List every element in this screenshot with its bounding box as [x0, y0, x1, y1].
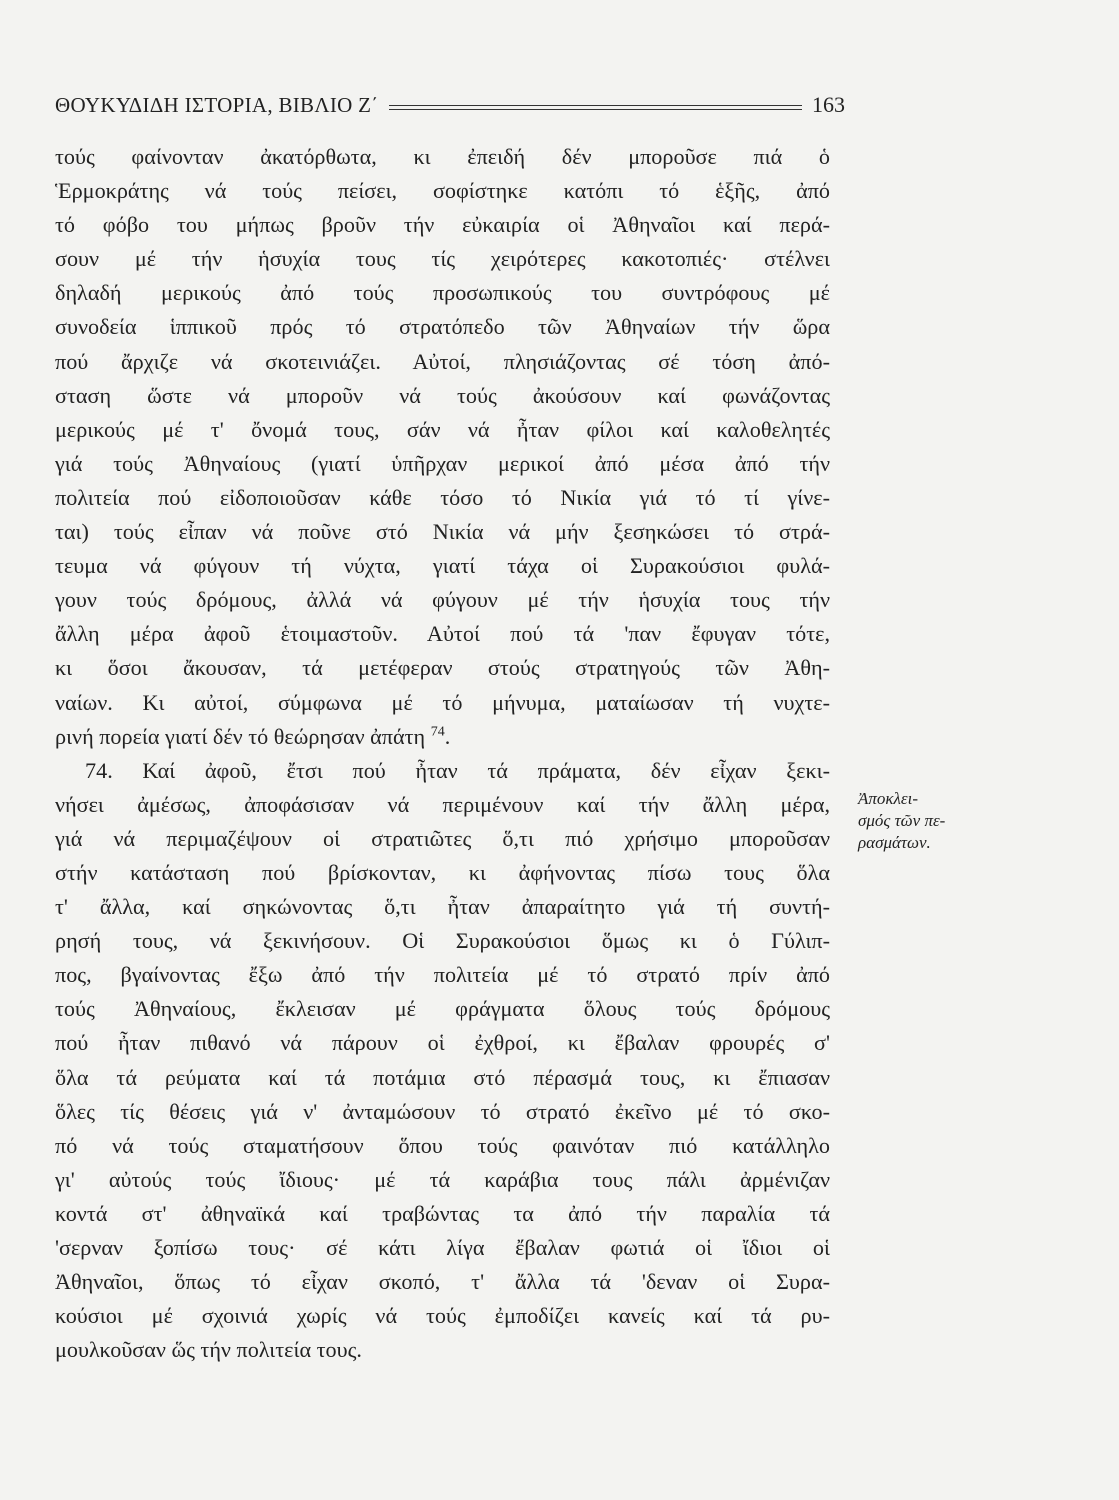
header-rule: [389, 105, 802, 110]
text-line: γιά τούς Ἀθηναίους (γιατί ὑπῆρχαν μερικοί ἀπό μέσα ἀπό τήν: [55, 450, 830, 476]
running-header: [55, 84, 845, 118]
text-line: ἄλλη μέρα ἀφοῦ ἑτοιμαστοῦν. Αὐτοί πού τά 'παν ἔφυγαν τότε,: [55, 621, 830, 647]
text-line: κι ὅσοι ἄκουσαν, τά μετέφεραν στούς στρατηγούς τῶν Ἀθη-: [55, 655, 830, 681]
text-line-content: ρινή πορεία γιατί δέν τό θεώρησαν ἀπάτη: [55, 723, 426, 749]
text-line: ναίων. Κι αὐτοί, σύμφωνα μέ τό μήνυμα, ματαίωσαν τή νυχτε-: [55, 689, 830, 715]
text-line: συνοδεία ἱππικοῦ πρός τό στρατόπεδο τῶν Ἀθηναίων τήν ὥρα: [55, 314, 830, 340]
text-line: τούς φαίνονταν ἀκατόρθωτα, κι ἐπειδή δέν μποροῦσε πιά ὁ: [55, 144, 830, 169]
text-line: 'σερναν ξοπίσω τους· σέ κάτι λίγα ἔβαλαν φωτιά οἱ ἴδιοι οἱ: [55, 1235, 830, 1260]
text-line: μερικούς μέ τ' ὄνομά τους, σάν νά ἦταν φίλοι καί καλοθελητές: [55, 416, 830, 442]
text-line: πού ἄρχιζε νά σκοτεινιάζει. Αὐτοί, πλησιάζοντας σέ τόση ἀπό-: [55, 348, 830, 374]
text-line: ὅλα τά ρεύματα καί τά ποτάμια στό πέρασμά τους, κι ἔπιασαν: [55, 1064, 830, 1090]
text-line: ὅλες τίς θέσεις γιά ν' ἀνταμώσουν τό στρατό ἐκεῖνο μέ τό σκο-: [55, 1098, 830, 1124]
text-line: ρησή τους, νά ξεκινήσουν. Οἱ Συρακούσιοι ὅμως κι ὁ Γύλιπ-: [55, 928, 830, 954]
footnote-ref: 74: [430, 724, 445, 740]
margin-note-line: ρασμάτων.: [858, 833, 931, 852]
text-line: στήν κατάσταση πού βρίσκονταν, κι ἀφήνοντας πίσω τους ὅλα: [55, 859, 830, 885]
text-line: τούς Ἀθηναίους, ἔκλεισαν μέ φράγματα ὅλους τούς δρόμους: [55, 996, 830, 1022]
text-line: δηλαδή μερικούς ἀπό τούς προσωπικούς του συντρόφους μέ: [55, 280, 830, 306]
text-line-last: [55, 720, 830, 754]
text-line: πος, βγαίνοντας ἔξω ἀπό τήν πολιτεία μέ τό στρατό πρίν ἀπό: [55, 962, 830, 988]
text-line: κοντά στ' ἀθηναϊκά καί τραβώντας τα ἀπό τήν παραλία τά: [55, 1200, 830, 1226]
text-line: κούσιοι μέ σχοινιά χωρίς νά τούς ἐμποδίζει κανείς καί τά ρυ-: [55, 1303, 830, 1329]
text-line: γουν τούς δρόμους, ἀλλά νά φύγουν μέ τήν ἡσυχία τους τήν: [55, 587, 830, 613]
body-text: [55, 140, 830, 1367]
text-line: ται) τούς εἶπαν νά ποῦνε στό Νικία νά μήν ξεσηκώσει τό στρά-: [55, 519, 830, 545]
text-line: γι' αὐτούς τούς ἴδιους· μέ τά καράβια τους πάλι ἀρμένιζαν: [55, 1166, 830, 1192]
paragraph-end: .: [444, 723, 451, 749]
text-line: Ἀθηναῖοι, ὅπως τό εἶχαν σκοπό, τ' ἄλλα τά 'δεναν οἱ Συρα-: [55, 1269, 830, 1295]
text-line: Ἑρμοκράτης νά τούς πείσει, σοφίστηκε κατόπι τό ἑξῆς, ἀπό: [55, 178, 830, 204]
text-line: σουν μέ τήν ἡσυχία τους τίς χειρότερες κακοτοπιές· στέλνει: [55, 246, 830, 272]
text-line: πό νά τούς σταματήσουν ὅπου τούς φαινόταν πιό κατάλληλο: [55, 1132, 830, 1158]
text-line: νήσει ἀμέσως, ἀποφάσισαν νά περιμένουν καί τήν ἄλλη μέρα,: [55, 791, 830, 817]
text-line: τ' ἄλλα, καί σηκώνοντας ὅ,τι ἦταν ἀπαραίτητο γιά τή συντή-: [55, 894, 830, 920]
text-line: πολιτεία πού εἰδοποιοῦσαν κάθε τόσο τό Νικία γιά τό τί γίνε-: [55, 484, 830, 510]
text-line: πού ἦταν πιθανό νά πάρουν οἱ ἐχθροί, κι ἔβαλαν φρουρές σ': [55, 1030, 830, 1056]
page-number: 163: [812, 92, 845, 117]
text-line-last: μουλκοῦσαν ὥς τήν πολιτεία τους.: [55, 1337, 362, 1363]
margin-note-line: σμός τῶν πε-: [858, 811, 946, 830]
text-line: 74. Καί ἀφοῦ, ἔτσι πού ἦταν τά πράματα, δέν εἶχαν ξεκι-: [85, 757, 830, 783]
text-line: σταση ὥστε νά μποροῦν νά τούς ἀκούσουν καί φωνάζοντας: [55, 382, 830, 408]
text-line: τευμα νά φύγουν τή νύχτα, γιατί τάχα οἱ Συρακούσιοι φυλά-: [55, 553, 830, 579]
margin-note: [858, 788, 988, 854]
book-title: ΘΟΥΚΥΔΙΔΗ ΙΣΤΟΡΙΑ, ΒΙΒΛΙΟ Ζ΄: [55, 93, 379, 117]
text-line: τό φόβο του μήπως βροῦν τήν εὐκαιρία οἱ Ἀθηναῖοι καί περά-: [55, 212, 830, 238]
text-line: γιά νά περιμαζέψουν οἱ στρατιῶτες ὅ,τι πιό χρήσιμο μποροῦσαν: [55, 825, 830, 851]
margin-note-line: Ἀποκλει-: [858, 789, 919, 808]
